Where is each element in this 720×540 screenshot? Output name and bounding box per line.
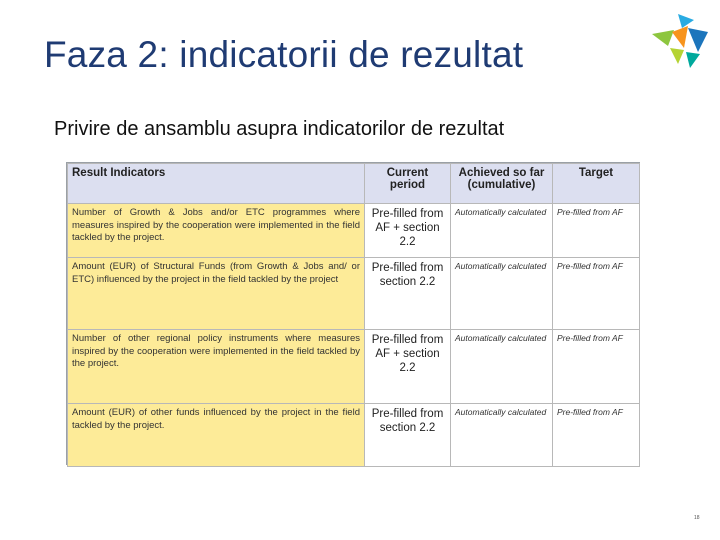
table-row [68, 330, 640, 404]
indicator-cell: Number of other regional policy instruments where measures inspired by the cooperation were implemented in the field tackled by the project. [68, 330, 365, 404]
program-logo-icon [648, 12, 712, 70]
header-result-indicators: Result Indicators [68, 164, 365, 204]
header-target: Target [553, 164, 640, 204]
target-cell: Pre-filled from AF [553, 404, 640, 467]
header-current-period: Current period [365, 164, 451, 204]
target-cell: Pre-filled from AF [553, 330, 640, 404]
current-period-cell: Pre-filled from AF + section 2.2 [365, 330, 451, 404]
logo-shape-teal [686, 52, 700, 68]
logo-shape-orange [672, 26, 688, 48]
current-period-cell: Pre-filled from AF + section 2.2 [365, 204, 451, 258]
logo-shape-green [652, 30, 674, 46]
slide-title: Faza 2: indicatorii de rezultat [44, 34, 524, 75]
achieved-cell: Automatically calculated [451, 258, 553, 330]
result-indicators-table [66, 162, 640, 465]
logo-shape-dark-blue [688, 28, 708, 52]
page-number: 18 [694, 515, 700, 521]
slide-subtitle: Privire de ansamblu asupra indicatorilor de rezultat [54, 118, 505, 140]
table-row [68, 204, 640, 258]
achieved-cell: Automatically calculated [451, 330, 553, 404]
target-cell: Pre-filled from AF [553, 204, 640, 258]
header-achieved-so-far: Achieved so far (cumulative) [451, 164, 553, 204]
target-cell: Pre-filled from AF [553, 258, 640, 330]
logo-shape-blue-top [678, 14, 694, 28]
table-header-row [68, 164, 640, 204]
current-period-cell: Pre-filled from section 2.2 [365, 404, 451, 467]
achieved-cell: Automatically calculated [451, 404, 553, 467]
achieved-cell: Automatically calculated [451, 204, 553, 258]
table-row [68, 404, 640, 467]
logo-shape-light-green [670, 48, 684, 64]
current-period-cell: Pre-filled from section 2.2 [365, 258, 451, 330]
indicator-cell: Amount (EUR) of Structural Funds (from Growth & Jobs and/ or ETC) influenced by the project in the field tackled by the project [68, 258, 365, 330]
indicator-cell: Amount (EUR) of other funds influenced by the project in the field tackled by the project. [68, 404, 365, 467]
indicator-cell: Number of Growth & Jobs and/or ETC programmes where measures inspired by the cooperation were implemented in the field tackled by the project. [68, 204, 365, 258]
table-row [68, 258, 640, 330]
